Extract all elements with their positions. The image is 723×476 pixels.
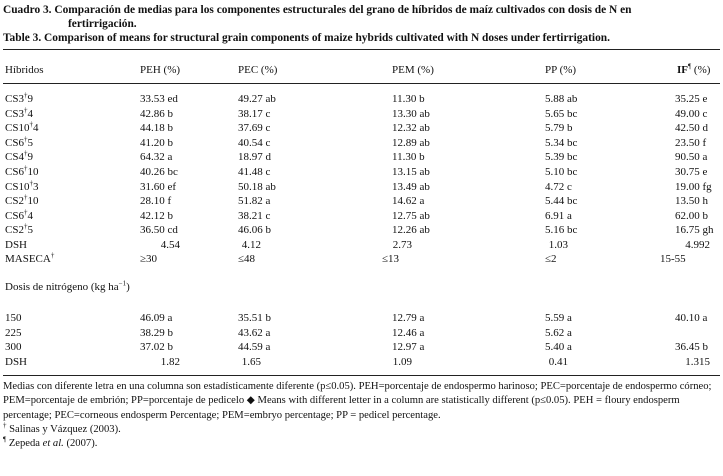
hybrid-peh: 42.86 b xyxy=(140,107,173,120)
hybrid-pec: 49.27 ab xyxy=(238,93,276,105)
hybrid-code: CS10 xyxy=(5,180,30,193)
hybrid-if: 90.50 a xyxy=(675,151,708,164)
hybrid-pec: 38.21 c xyxy=(238,209,271,222)
hybrid-pec: 51.82 a xyxy=(238,195,271,208)
hybrid-pem: 14.62 a xyxy=(392,195,425,208)
hybrid-pec: 18.97 d xyxy=(238,151,271,164)
maseca-if: 15-55 xyxy=(660,253,686,265)
header-rule xyxy=(3,83,720,84)
hybrid-pp: 5.39 bc xyxy=(545,151,578,164)
dosis-heading-close: ) xyxy=(126,281,130,293)
footnote-main: Medias con diferente letra en una columna son estadísticamente diferente (p≤0.05). PEH=porcentaje de endospermo harinoso; PEC=porcentaje de endospermo córneo; PEM=porcentaje de embrión; PP=porcentaje de pedicelo ◆ Means with different letter in a column are statistically different (p≤0.05). PEH = floury endosperm percentage; PEC=corneous endosperm Percentage; PEM=embryo percentage; PP = pedicel percentage. xyxy=(3,381,712,421)
dose-value: 225 xyxy=(5,326,22,339)
dosis-heading-label: Dosis de nitrógeno (kg ha xyxy=(5,281,119,293)
hybrid-pem: 11.30 b xyxy=(392,151,425,164)
dose-if: 40.10 a xyxy=(675,312,708,324)
maseca-dagger: † xyxy=(50,251,55,260)
dose-peh: 38.29 b xyxy=(140,326,173,339)
hybrid-if: 13.50 h xyxy=(675,195,708,208)
hybrid-peh: 31.60 ef xyxy=(140,180,177,193)
hybrid-dagger: † xyxy=(23,222,28,231)
dsh-doses-peh: 1.82 xyxy=(160,356,180,368)
hybrid-number: 9 xyxy=(27,93,33,105)
hybrid-number: 10 xyxy=(27,195,39,208)
footnote-pilcrow-pre: Zepeda xyxy=(6,438,43,450)
hybrid-peh: 36.50 cd xyxy=(140,224,178,237)
maseca-pem: ≤13 xyxy=(382,253,400,265)
bottom-rule xyxy=(3,375,720,376)
hybrid-name xyxy=(5,194,38,208)
hybrid-pp: 5.16 bc xyxy=(545,224,578,237)
maseca-peh: ≥30 xyxy=(140,253,158,265)
hybrid-pp: 5.10 bc xyxy=(545,166,578,178)
hybrid-code: CS6 xyxy=(5,136,24,149)
header-if-unit: (%) xyxy=(691,64,711,76)
hybrid-pp: 4.72 c xyxy=(545,180,572,193)
header-if xyxy=(677,63,710,77)
table-caption xyxy=(3,3,719,45)
header-if-label: IF xyxy=(677,64,688,76)
hybrid-peh: 40.26 bc xyxy=(140,166,178,178)
hybrid-dagger: † xyxy=(23,105,28,114)
header-peh: PEH (%) xyxy=(140,64,181,76)
dsh-hybrids-pp: 1.03 xyxy=(548,239,568,251)
hybrid-pem: 12.32 ab xyxy=(392,122,430,135)
hybrid-number: 3 xyxy=(32,180,39,193)
hybrid-name xyxy=(5,209,33,223)
hybrid-dagger: † xyxy=(23,193,28,202)
hybrid-dagger: † xyxy=(23,208,28,217)
hybrid-name xyxy=(5,107,33,121)
top-rule xyxy=(3,49,720,50)
hybrid-code: CS3 xyxy=(5,107,24,120)
hybrid-pem: 11.30 b xyxy=(392,93,425,105)
header-pp: PP (%) xyxy=(545,64,577,76)
dose-pem: 12.97 a xyxy=(392,341,425,354)
hybrid-name xyxy=(5,136,33,150)
dose-pec: 44.59 a xyxy=(238,341,271,354)
footnote-pilcrow-mark: ¶ xyxy=(3,435,7,444)
dsh-doses-label: DSH xyxy=(5,356,28,368)
hybrid-if: 16.75 gh xyxy=(675,224,714,237)
dose-peh: 46.09 a xyxy=(140,312,173,324)
hybrid-number: 5 xyxy=(27,136,33,149)
caption-spanish-continuation: fertirrigación. xyxy=(68,18,137,30)
hybrid-pec: 37.69 c xyxy=(238,122,271,135)
hybrid-dagger: † xyxy=(23,149,28,158)
hybrid-name xyxy=(5,150,33,164)
caption-english: Table 3. Comparison of means for structural grain components of maize hybrids cultivated with N doses under fertirrigation. xyxy=(3,32,610,44)
hybrid-pem: 12.75 ab xyxy=(392,209,430,222)
hybrid-name xyxy=(5,165,38,179)
hybrid-pec: 38.17 c xyxy=(238,107,271,120)
hybrid-code: CS3 xyxy=(5,93,24,105)
dsh-hybrids-pem: 2.73 xyxy=(392,239,412,251)
hybrid-dagger: † xyxy=(29,178,33,187)
dsh-hybrids-peh: 4.54 xyxy=(160,239,180,251)
hybrid-number: 10 xyxy=(27,166,39,178)
maseca-name: MASECA xyxy=(5,253,51,265)
hybrid-name xyxy=(5,223,33,237)
hybrid-dagger: † xyxy=(23,135,28,144)
hybrid-number: 4 xyxy=(27,107,33,120)
dsh-doses-pec: 1.65 xyxy=(241,356,261,368)
dose-pem: 12.46 a xyxy=(392,326,425,339)
footnotes xyxy=(3,380,719,451)
hybrid-pp: 5.88 ab xyxy=(545,93,578,105)
dsh-doses-if: 1.315 xyxy=(685,356,710,368)
dose-pec: 43.62 a xyxy=(238,326,271,339)
hybrid-pp: 5.65 bc xyxy=(545,107,578,120)
dose-value: 150 xyxy=(5,312,22,324)
footnote-dagger-text: Salinas y Vázquez (2003). xyxy=(6,423,121,435)
hybrid-pec: 46.06 b xyxy=(238,224,271,237)
header-if-sup: ¶ xyxy=(688,62,692,71)
caption-spanish: Cuadro 3. Comparación de medias para los componentes estructurales del grano de híbridos de maíz cultivados con dosis de N en xyxy=(3,4,632,16)
hybrid-pem: 12.89 ab xyxy=(392,136,430,149)
hybrid-pp: 5.79 b xyxy=(545,122,573,135)
hybrid-peh: 42.12 b xyxy=(140,209,173,222)
hybrid-pem: 13.30 ab xyxy=(392,107,430,120)
dose-pp: 5.62 a xyxy=(545,326,572,339)
dsh-doses-pem: 1.09 xyxy=(392,356,412,368)
dose-pec: 35.51 b xyxy=(238,312,271,324)
dsh-hybrids-if: 4.992 xyxy=(685,239,710,251)
hybrid-if: 49.00 c xyxy=(675,107,708,120)
dose-value: 300 xyxy=(5,341,22,354)
hybrid-code: CS10 xyxy=(5,122,30,135)
header-hibridos: Híbridos xyxy=(5,64,44,76)
hybrid-if: 19.00 fg xyxy=(675,180,712,193)
dose-if: 36.45 b xyxy=(675,341,708,354)
hybrid-peh: 64.32 a xyxy=(140,151,173,164)
hybrid-if: 35.25 e xyxy=(675,93,708,105)
dose-pem: 12.79 a xyxy=(392,312,425,324)
hybrid-pp: 5.44 bc xyxy=(545,195,578,208)
maseca-pec: ≤48 xyxy=(238,253,256,265)
hybrid-code: CS6 xyxy=(5,209,24,222)
dosis-heading-exp: −1 xyxy=(118,279,127,288)
hybrid-if: 42.50 d xyxy=(675,122,708,135)
hybrid-name xyxy=(5,180,38,194)
hybrid-number: 5 xyxy=(27,224,33,237)
hybrid-code: CS2 xyxy=(5,224,24,237)
dsh-hybrids-label: DSH xyxy=(5,239,28,251)
hybrid-peh: 44.18 b xyxy=(140,122,173,135)
hybrid-pem: 12.26 ab xyxy=(392,224,430,237)
hybrid-number: 9 xyxy=(27,151,33,164)
hybrid-peh: 28.10 f xyxy=(140,195,172,208)
hybrid-pem: 13.15 ab xyxy=(392,166,430,178)
dsh-hybrids-pec: 4.12 xyxy=(241,239,261,251)
header-pem: PEM (%) xyxy=(392,64,434,76)
hybrid-name xyxy=(5,121,38,135)
hybrid-pec: 40.54 c xyxy=(238,136,271,149)
hybrid-if: 62.00 b xyxy=(675,209,708,222)
hybrid-dagger: † xyxy=(23,164,28,173)
dosis-heading xyxy=(5,280,130,294)
dsh-doses-pp: 0.41 xyxy=(548,356,568,368)
maseca-pp: ≤2 xyxy=(545,253,557,265)
hybrid-peh: 33.53 ed xyxy=(140,93,178,105)
hybrid-pp: 6.91 a xyxy=(545,209,572,222)
hybrid-dagger: † xyxy=(29,120,33,129)
hybrid-if: 23.50 f xyxy=(675,136,707,149)
hybrid-code: CS6 xyxy=(5,166,24,178)
hybrid-name xyxy=(5,92,33,106)
hybrid-pec: 41.48 c xyxy=(238,166,271,178)
footnote-dagger xyxy=(3,423,719,437)
dose-peh: 37.02 b xyxy=(140,341,173,354)
dose-pp: 5.59 a xyxy=(545,312,572,324)
footnote-pilcrow-post: (2007). xyxy=(63,438,98,450)
footnote-pilcrow xyxy=(3,437,719,451)
dose-pp: 5.40 a xyxy=(545,341,572,354)
footnote-pilcrow-etal: et al. xyxy=(42,438,64,450)
hybrid-dagger: † xyxy=(23,91,28,100)
hybrid-number: 4 xyxy=(32,122,39,135)
footnote-dagger-mark: † xyxy=(3,421,7,430)
hybrid-pem: 13.49 ab xyxy=(392,180,430,193)
maseca-label xyxy=(5,252,54,266)
hybrid-pec: 50.18 ab xyxy=(238,180,276,193)
hybrid-number: 4 xyxy=(27,209,33,222)
hybrid-code: CS2 xyxy=(5,195,24,208)
hybrid-if: 30.75 e xyxy=(675,166,708,178)
hybrid-pp: 5.34 bc xyxy=(545,136,578,149)
hybrid-code: CS4 xyxy=(5,151,24,164)
header-pec: PEC (%) xyxy=(238,64,278,76)
hybrid-peh: 41.20 b xyxy=(140,136,173,149)
